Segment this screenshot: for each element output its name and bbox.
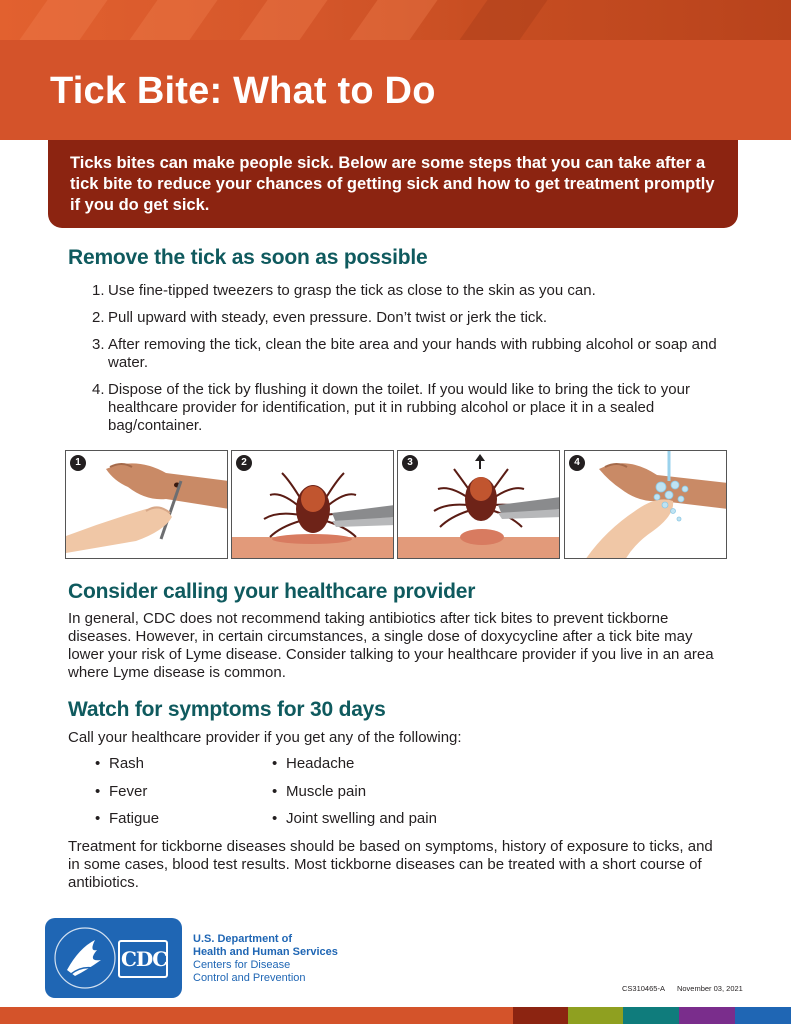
org-line-4: Control and Prevention bbox=[193, 972, 306, 984]
bar-segment bbox=[568, 1007, 623, 1024]
tick-grasp-illustration bbox=[232, 451, 394, 559]
bar-segment bbox=[679, 1007, 735, 1024]
document-code-line bbox=[622, 984, 755, 993]
symptom-text: Muscle pain bbox=[286, 782, 367, 800]
symptom-text: Fatigue bbox=[109, 810, 160, 827]
org-line-1: U.S. Department of bbox=[193, 933, 293, 945]
consider-text: In general, CDC does not recommend taking antibiotics after tick bites to prevent tickborne diseases. However, in certain circumstances, a single dose of doxycycline after a tick bite may lower your risk of Lyme disease. Consider talking to your healthcare provider if you live in an area where Lyme disease is common. bbox=[68, 610, 714, 681]
header-top-stripe bbox=[0, 0, 791, 40]
step-badge: 3 bbox=[402, 455, 418, 471]
step-text: Use fine-tipped tweezers to grasp the tick as close to the skin as you can. bbox=[108, 282, 596, 299]
bullet-dot: • bbox=[95, 810, 101, 827]
treatment-text: Treatment for tickborne diseases should be based on symptoms, history of exposure to ticks, and in some cases, blood test results. Most tickborne diseases can be treated with a short course of antibiotics. bbox=[68, 838, 713, 891]
bullet-dot: • bbox=[272, 782, 278, 800]
bullet-dot: • bbox=[95, 782, 101, 800]
symptom-text: Joint swelling and pain bbox=[286, 810, 437, 827]
step-badge: 2 bbox=[236, 455, 252, 471]
symptom-text: Headache bbox=[286, 755, 355, 772]
step-item bbox=[92, 282, 732, 300]
watch-lead-text: Call your healthcare provider if you get any of the following: bbox=[68, 729, 462, 746]
footer-color-bar bbox=[0, 1007, 791, 1024]
remove-heading: Remove the tick as soon as possible bbox=[68, 246, 428, 269]
step-badge: 4 bbox=[569, 455, 585, 471]
illustration-step-2 bbox=[231, 450, 394, 559]
intro-text: Ticks bites can make people sick. Below are some steps that you can take after a tick bite to reduce your chances of getting sick and how to get treatment promptly if you do get sick. bbox=[70, 154, 715, 214]
document-date: November 03, 2021 bbox=[676, 984, 743, 993]
symptom-item bbox=[272, 810, 437, 828]
document-code: CS310465-A bbox=[622, 984, 665, 993]
symptoms-list-right bbox=[272, 755, 437, 838]
bullet-dot: • bbox=[272, 755, 278, 772]
symptom-text: Rash bbox=[109, 755, 145, 772]
step-number: 3. bbox=[92, 336, 105, 353]
illustration-step-1 bbox=[65, 450, 228, 559]
symptom-item bbox=[95, 755, 159, 773]
page-title: Tick Bite: What to Do bbox=[50, 70, 436, 112]
illustration-step-3 bbox=[397, 450, 560, 559]
org-line-2: Health and Human Services bbox=[193, 946, 338, 958]
bar-segment bbox=[513, 1007, 568, 1024]
org-line-3: Centers for Disease bbox=[193, 959, 291, 971]
symptom-item bbox=[272, 755, 437, 773]
tweezers-hand-illustration bbox=[66, 451, 228, 559]
hand-washing-illustration bbox=[565, 451, 727, 559]
bullet-dot: • bbox=[272, 810, 278, 827]
cdc-logo-text: CDC bbox=[121, 947, 168, 971]
consider-heading: Consider calling your healthcare provider bbox=[68, 580, 476, 603]
step-number: 2. bbox=[92, 309, 105, 326]
step-text: Pull upward with steady, even pressure. Don’t twist or jerk the tick. bbox=[108, 309, 548, 326]
symptoms-list-left bbox=[95, 755, 159, 838]
step-number: 4. bbox=[92, 381, 105, 398]
symptom-text: Fever bbox=[109, 782, 148, 800]
bar-segment bbox=[623, 1007, 679, 1024]
illustration-step-4 bbox=[564, 450, 727, 559]
header-banner bbox=[0, 40, 791, 140]
removal-steps bbox=[92, 282, 732, 444]
organization-name bbox=[193, 933, 338, 985]
step-text: Dispose of the tick by flushing it down the toilet. If you would like to bring the tick to your healthcare provider for identification, put it in rubbing alcohol or place it in a sealed bag/container. bbox=[108, 381, 690, 434]
step-item bbox=[92, 336, 732, 372]
step-text: After removing the tick, clean the bite area and your hands with rubbing alcohol or soap and water. bbox=[108, 336, 717, 371]
step-badge: 1 bbox=[70, 455, 86, 471]
tick-pull-up-illustration bbox=[398, 451, 560, 559]
intro-box bbox=[48, 140, 738, 228]
symptom-item bbox=[95, 783, 159, 801]
step-number: 1. bbox=[92, 282, 105, 299]
bar-segment bbox=[0, 1007, 513, 1024]
bar-segment bbox=[735, 1007, 791, 1024]
step-item bbox=[92, 309, 732, 327]
symptom-item bbox=[95, 810, 159, 828]
bullet-dot: • bbox=[95, 755, 101, 772]
symptom-item bbox=[272, 783, 437, 801]
step-item bbox=[92, 381, 732, 435]
watch-heading: Watch for symptoms for 30 days bbox=[68, 698, 386, 721]
